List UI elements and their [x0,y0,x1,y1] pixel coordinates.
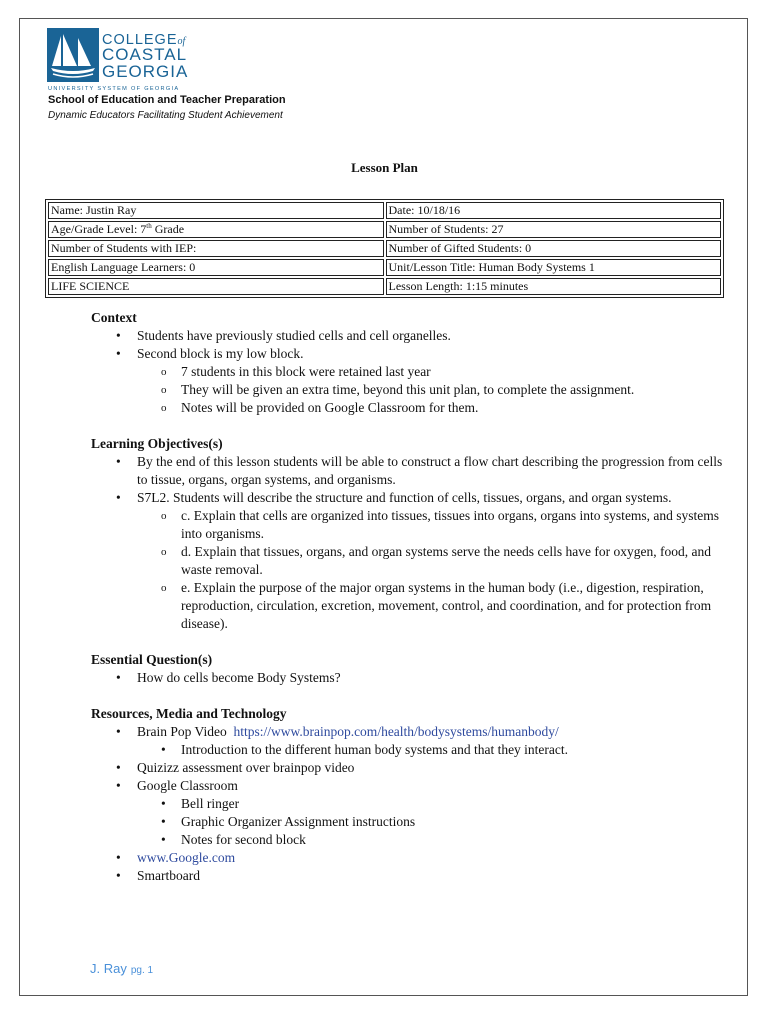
list-item: • How do cells become Body Systems? [137,669,731,687]
footer-author: J. Ray [90,961,127,976]
context-sublist [137,363,731,417]
objectives-list [91,453,731,633]
table-cell: Date: 10/18/16 [386,202,722,219]
list-item: • Second block is my low block. o 7 students in this block were retained last year o They will be given an extra time, beyond this unit plan, to complete the assignment. o Notes will be provided on Google Classroom for them. [137,345,731,417]
objectives-heading: Learning Objectives(s) [91,436,223,451]
table-cell: Number of Students: 27 [386,221,722,238]
table-cell: Age/Grade Level: 7th Grade [48,221,384,238]
lesson-body [91,309,731,885]
essential-question-list [91,669,731,687]
list-item: • S7L2. Students will describe the structure and function of cells, tissues, organs, and organ systems. o c. Explain that cells are organized into tissues, tissues into organs, organs into systems, and systems into organisms. o d. Explain that tissues, organs, and organ systems serve the needs cells have for oxygen, food, and waste removal. o e. Explain the purpose of the major organ systems in the human body (i.e., digestion, respiration, reproduction, circulation, excretion, movement, control, and coordination, and for protection from disease). [137,489,731,633]
page-title: Lesson Plan [351,160,418,175]
list-item: • Students have previously studied cells and cell organelles. [137,327,731,345]
page-number: pg. 1 [130,965,154,976]
document-page [19,18,748,996]
list-item: o They will be given an extra time, beyond this unit plan, to complete the assignment. [181,381,731,399]
logo-text-college: COLLEGEof [102,32,186,48]
page-footer [90,961,153,976]
list-item [137,849,731,867]
college-logo [47,28,217,98]
logo-subline: UNIVERSITY SYSTEM OF GEORGIA [48,86,180,92]
list-item: • Graphic Organizer Assignment instructions [181,813,731,831]
list-item: • Quizizz assessment over brainpop video [137,759,731,777]
classroom-sublist [137,795,731,849]
list-item: • Bell ringer [181,795,731,813]
lesson-info-table [45,199,724,298]
context-heading: Context [91,310,137,325]
list-item: o d. Explain that tissues, organs, and organ systems serve the needs cells have for oxygen, food, and waste removal. [181,543,731,579]
school-tagline: Dynamic Educators Facilitating Student Achievement [48,110,283,121]
list-item: • By the end of this lesson students will be able to construct a flow chart describing the progression from cells to tissue, organs, organ systems, and organisms. [137,453,731,489]
school-name: School of Education and Teacher Preparation [48,94,286,106]
logo-text-coastal: COASTAL [102,45,188,64]
brainpop-link[interactable]: https://www.brainpop.com/health/bodysystems/humanbody/ [233,724,559,739]
context-list [91,327,731,417]
logo-text-georgia: GEORGIA [102,62,189,81]
table-row [48,240,721,257]
table-cell: Name: Justin Ray [48,202,384,219]
table-row [48,259,721,276]
list-item: o e. Explain the purpose of the major organ systems in the human body (i.e., digestion, respiration, reproduction, circulation, excretion, movement, control, and coordination, and for protection from disease). [181,579,731,633]
list-item: • Introduction to the different human body systems and that they interact. [181,741,731,759]
table-cell: LIFE SCIENCE [48,278,384,295]
list-item: o 7 students in this block were retained last year [181,363,731,381]
brainpop-sublist [137,741,731,759]
table-cell: Unit/Lesson Title: Human Body Systems 1 [386,259,722,276]
list-item: o c. Explain that cells are organized into tissues, tissues into organs, organs into systems, and systems into organisms. [181,507,731,543]
list-item: • Notes for second block [181,831,731,849]
resources-list [91,723,731,885]
table-cell: Number of Students with IEP: [48,240,384,257]
table-cell: Number of Gifted Students: 0 [386,240,722,257]
table-row [48,278,721,295]
list-item: • Google Classroom • Bell ringer • Graphic Organizer Assignment instructions • Notes for second block [137,777,731,849]
list-item: o Notes will be provided on Google Classroom for them. [181,399,731,417]
table-cell: Lesson Length: 1:15 minutes [386,278,722,295]
table-cell: English Language Learners: 0 [48,259,384,276]
table-row [48,221,721,238]
table-row [48,202,721,219]
list-item: • Smartboard [137,867,731,885]
list-item: • Brain Pop Video https://www.brainpop.com/health/bodysystems/humanbody/ • Introduction to the different human body systems and that they interact. [137,723,731,759]
objectives-sublist [137,507,731,633]
sail-logo-icon [47,28,99,82]
resources-heading: Resources, Media and Technology [91,706,287,721]
google-link[interactable]: www.Google.com [137,850,236,865]
essential-question-heading: Essential Question(s) [91,652,213,667]
